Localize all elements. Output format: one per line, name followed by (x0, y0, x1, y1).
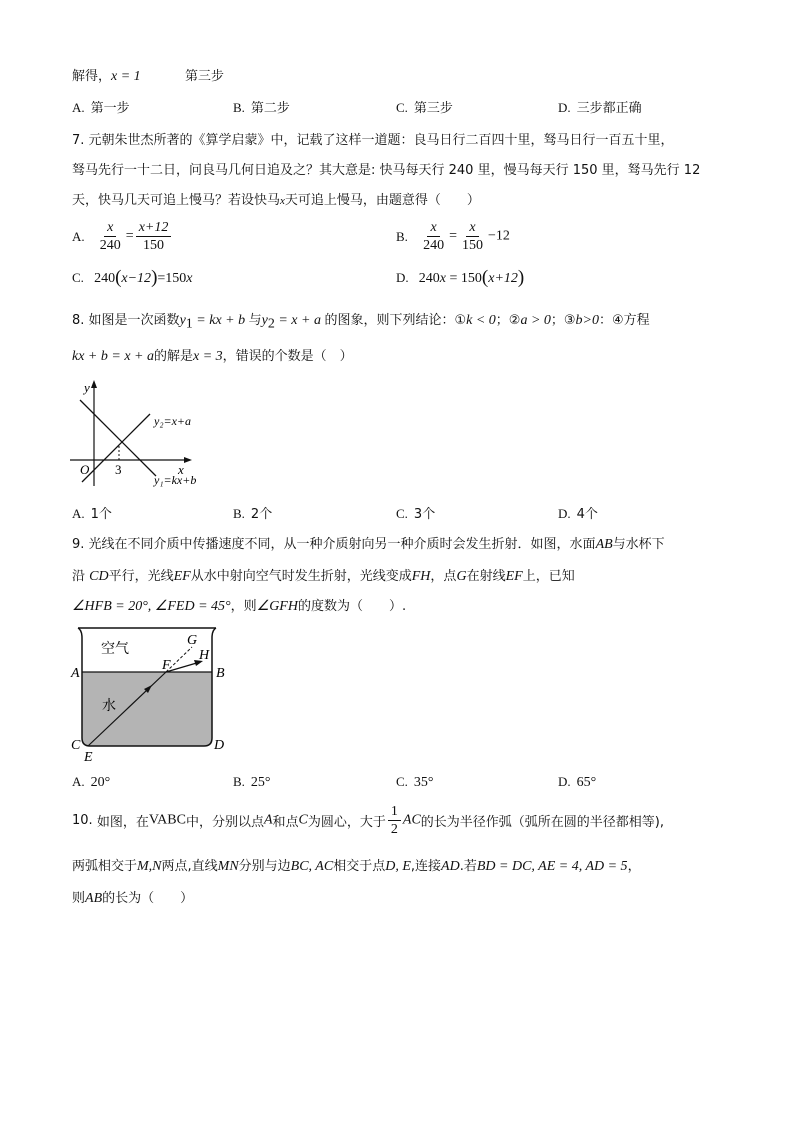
option-label: A. (72, 100, 85, 115)
q10-text: 则 (72, 891, 86, 906)
seg-ac: AC (402, 812, 421, 828)
option-text: 2个 (250, 507, 273, 522)
q8-text: ；③ (550, 313, 576, 328)
paren: ( (481, 267, 489, 288)
tail: −12 (487, 228, 510, 244)
q10-text: 相交于点 (333, 859, 386, 874)
option-text: 65° (576, 775, 597, 790)
target-angle: ∠GFH (256, 599, 298, 614)
line-mn: MN (217, 859, 239, 874)
option-c[interactable] (396, 505, 435, 524)
linear-functions-graph (68, 378, 218, 490)
q7-option-a[interactable] (72, 219, 173, 254)
points-de: D, E (385, 859, 411, 874)
q10-line-1 (72, 803, 664, 838)
conclusion-1: k < 0 (466, 313, 496, 328)
option-d[interactable] (558, 99, 642, 118)
step-prefix: 解得， (72, 69, 112, 84)
q9-line-2 (72, 568, 575, 586)
q9-text: 在射线 (466, 569, 506, 584)
fraction (420, 219, 447, 254)
option-c[interactable] (396, 99, 453, 118)
numerator: 1 (388, 803, 401, 821)
option-a[interactable] (72, 505, 112, 524)
q9-line-3 (72, 598, 406, 616)
q9-text: 平行，光线 (108, 569, 174, 584)
q7-option-c[interactable] (72, 269, 193, 288)
q10-text: 为圆心，大于 (307, 815, 386, 830)
point-c: C (298, 812, 308, 828)
q8-text: ；② (495, 313, 521, 328)
q10-text: 中，分别以点 (185, 815, 264, 830)
sub: 2 (267, 316, 275, 332)
equals: = (125, 228, 134, 244)
q10-text: ， (627, 859, 641, 874)
paren: ( (115, 267, 122, 288)
q7-text-1: 元朝朱世杰所著的《算学启蒙》中，记载了这样一道题：良马日行二百四十里，驽马日行一百五十里， (88, 133, 674, 148)
numerator: x (430, 220, 437, 235)
q10-text: .若 (459, 859, 477, 874)
solution-step-line (72, 68, 224, 86)
q9-text: 的度数为（ ）. (297, 599, 407, 614)
conclusion-3: b>0 (575, 313, 599, 328)
point-d-label: D (214, 738, 225, 753)
equation: kx + b = x + a (72, 349, 154, 364)
step-math: x = 1 (111, 69, 141, 84)
option-label: D. (558, 774, 571, 789)
q10-line-2 (72, 858, 641, 876)
question-number: 8. (72, 313, 85, 328)
step-label: 第三步 (184, 69, 224, 84)
q7-option-b[interactable] (396, 219, 510, 254)
option-b[interactable] (233, 773, 271, 792)
option-text: 25° (250, 775, 271, 790)
fraction (459, 219, 486, 254)
question-number: 9. (72, 537, 85, 552)
option-label: C. (396, 774, 408, 789)
x-arrow-icon (184, 457, 192, 463)
option-text: 4个 (576, 507, 598, 522)
option-label: A. (72, 774, 85, 789)
q10-text: 分别与边 (238, 859, 291, 874)
sides-bc-ac: BC, AC (290, 859, 334, 874)
denominator: 240 (423, 238, 445, 253)
paren: ) (517, 267, 525, 288)
q9-text: 上，已知 (522, 569, 575, 584)
y-axis-label: y (84, 380, 90, 395)
option-d[interactable] (558, 505, 598, 524)
numerator: x (469, 220, 476, 235)
option-a[interactable] (72, 99, 130, 118)
rhs: =150 (157, 271, 187, 286)
triangle-abc: VABC (148, 812, 186, 828)
var: x (439, 271, 446, 286)
option-label: B. (233, 100, 245, 115)
sub: 1 (185, 316, 193, 332)
q7-line-3 (72, 192, 480, 210)
q9-text: ，则 (230, 599, 257, 614)
seg-fh: FH (411, 569, 431, 584)
denominator: 150 (143, 238, 165, 253)
option-text: 1个 (90, 507, 112, 522)
seg-cd: CD (89, 569, 109, 584)
q7-line-2 (72, 162, 700, 180)
q9-text: 光线在不同介质中传播速度不同，从一种介质射向另一种介质时会发生折射．如图，水面 (88, 537, 596, 552)
point-g-label: G (187, 633, 198, 648)
point-a-label: A (71, 666, 80, 681)
q8-text: ，错误的个数是（ ） (222, 349, 353, 364)
air-label: 空气 (101, 642, 129, 657)
q8-text: 与 (248, 313, 262, 328)
q7-text-3b: 天可追上慢马，由题意得（ ） (284, 193, 480, 208)
option-d[interactable] (558, 773, 596, 792)
q7-option-d[interactable] (396, 269, 524, 288)
question-number: 7. (72, 133, 85, 148)
q10-text: 的长为（ ） (102, 891, 194, 906)
option-label: D. (558, 506, 571, 521)
option-text: 3个 (413, 507, 436, 522)
expr: x−12 (121, 271, 152, 286)
option-label: A. (72, 228, 85, 244)
q8-text: 的解是 (153, 349, 193, 364)
y1: y (179, 313, 186, 328)
option-text: 20° (90, 775, 111, 790)
denominator: 150 (461, 238, 483, 253)
line-y2-label: y₂=x+a (154, 414, 192, 428)
refraction-cup-diagram (68, 622, 238, 764)
point-c-label: C (71, 738, 81, 753)
fraction (136, 219, 172, 254)
seg-ab: AB (595, 537, 613, 552)
equals: = (449, 228, 457, 244)
point-b-label: B (216, 666, 225, 681)
point-e-label: E (84, 750, 93, 764)
q7-text-3a: 天，快马几天可追上慢马？若设快马 (72, 193, 281, 208)
fraction (97, 219, 124, 254)
var: x (186, 271, 193, 286)
option-text: 第一步 (90, 101, 130, 116)
y2: y (261, 313, 268, 328)
conclusion-2: a > 0 (520, 313, 551, 328)
seg-ef: EF (173, 569, 191, 584)
q10-text: 两弧相交于 (72, 859, 138, 874)
denominator: 2 (390, 822, 398, 837)
y-arrow-icon (91, 380, 97, 388)
q9-line-1 (72, 536, 665, 554)
q9-text: 从水中射向空气时发生折射，光线变成 (190, 569, 412, 584)
coef: 240 (418, 271, 440, 286)
option-label: B. (233, 774, 245, 789)
option-label: D. (558, 100, 571, 115)
points-mn: M,N (137, 859, 162, 874)
numerator: x+12 (138, 220, 169, 235)
option-text: 第三步 (413, 101, 453, 116)
point-h-label: H (199, 648, 210, 663)
given-angles: ∠HFB = 20°, ∠FED = 45° (72, 599, 231, 614)
option-label: D. (396, 270, 409, 285)
q10-text: ,连接 (410, 859, 442, 874)
q8-text: 如图是一次函数 (88, 313, 180, 328)
option-a[interactable] (72, 773, 110, 792)
q8-text: 的图象，则下列结论：① (324, 313, 467, 328)
q10-text: 两点,直线 (161, 859, 218, 874)
point-f-label: F (162, 658, 171, 673)
numerator: x (107, 220, 114, 235)
option-text: 第二步 (250, 101, 290, 116)
option-c[interactable] (396, 773, 434, 792)
option-text: 35° (413, 775, 434, 790)
q10-text: 和点 (272, 815, 299, 830)
q10-text: 如图，在 (96, 815, 149, 830)
origin-label: O (80, 462, 90, 477)
option-label: A. (72, 506, 85, 521)
seg-ab: AB (85, 891, 103, 906)
solution: x = 3 (193, 349, 223, 364)
q9-text: 沿 (72, 569, 86, 584)
option-label: C. (396, 506, 408, 521)
rhs: = 150 (446, 271, 482, 286)
coef: 240 (94, 271, 116, 286)
fraction-half (388, 803, 401, 838)
q8-line-1 (72, 312, 650, 334)
eq2: = x + a (274, 313, 325, 328)
water-label: 水 (102, 699, 116, 714)
seg-ef: EF (505, 569, 523, 584)
point-g: G (456, 569, 467, 584)
seg-ad: AD (441, 859, 460, 874)
option-label: C. (396, 100, 408, 115)
paren: ) (151, 267, 158, 288)
line-y1-label: y₁=kx+b (154, 473, 197, 487)
question-number: 10. (72, 813, 93, 828)
q7-var: x (280, 195, 285, 207)
eq1: = kx + b (192, 313, 249, 328)
x-tick-3: 3 (115, 462, 122, 477)
option-b[interactable] (233, 99, 290, 118)
q8-text: ：④方程 (599, 313, 650, 328)
point-a: A (263, 812, 273, 828)
x-axis-label: x (178, 462, 184, 477)
q8-line-2 (72, 348, 353, 366)
q10-text: 的长为半径作弧（弧所在圆的半径都相等), (420, 815, 664, 830)
option-text: 三步都正确 (576, 101, 642, 116)
q10-line-3 (72, 890, 193, 908)
q9-text: ，点 (430, 569, 457, 584)
option-label: B. (233, 506, 245, 521)
option-b[interactable] (233, 505, 272, 524)
option-label: C. (72, 270, 84, 285)
conditions: BD = DC, AE = 4, AD = 5 (476, 859, 628, 874)
q7-line-1 (72, 132, 674, 150)
option-label: B. (396, 228, 408, 244)
expr: x+12 (488, 271, 518, 286)
q7-text-2: 驽马先行一十二日，问良马几何日追及之？其大意是: 快马每天行 240 里，慢马每天行 150 里，驽马先行 12 (72, 163, 701, 178)
denominator: 240 (99, 238, 121, 253)
q9-text: 与水杯下 (612, 537, 665, 552)
